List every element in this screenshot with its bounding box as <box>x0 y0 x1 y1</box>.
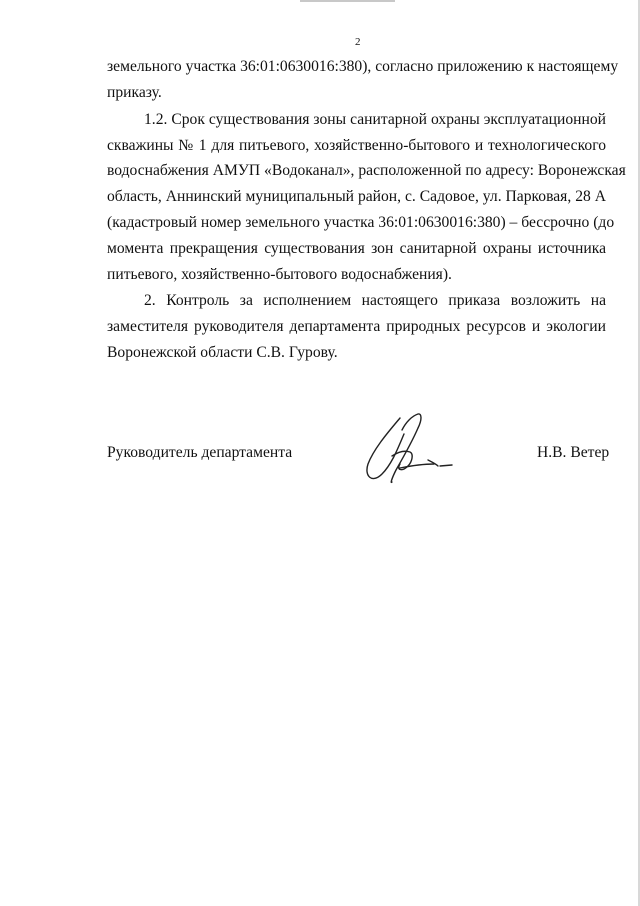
body-line: заместителя руководителя департамента природных ресурсов и экологии <box>107 318 606 335</box>
signatory-name: Н.В. Ветер <box>537 444 610 461</box>
body-line: (кадастровый номер земельного участка 36:01:0630016:380) – бессрочно (до <box>107 214 615 231</box>
signatory-title: Руководитель департамента <box>107 444 293 461</box>
body-line: момента прекращения существования зон санитарной охраны источника <box>107 240 606 257</box>
body-line: 1.2. Срок существования зоны санитарной охраны эксплуатационной <box>144 111 606 128</box>
body-line: водоснабжения АМУП «Водоканал», расположенной по адресу: Воронежская <box>107 162 626 179</box>
body-line: область, Аннинский муниципальный район, с. Садовое, ул. Парковая, 28 А <box>107 188 606 205</box>
handwritten-signature <box>352 408 464 490</box>
body-line: Воронежской области С.В. Гурову. <box>107 344 338 361</box>
body-line: питьевого, хозяйственно-бытового водоснабжения). <box>107 266 452 283</box>
body-line: 2. Контроль за исполнением настоящего приказа возложить на <box>144 292 606 309</box>
page-number: 2 <box>355 36 361 48</box>
body-line: скважины № 1 для питьевого, хозяйственно-бытового и технологического <box>107 137 606 154</box>
body-line: земельного участка 36:01:0630016:380), согласно приложению к настоящему <box>107 58 619 75</box>
body-line: приказу. <box>107 84 162 101</box>
